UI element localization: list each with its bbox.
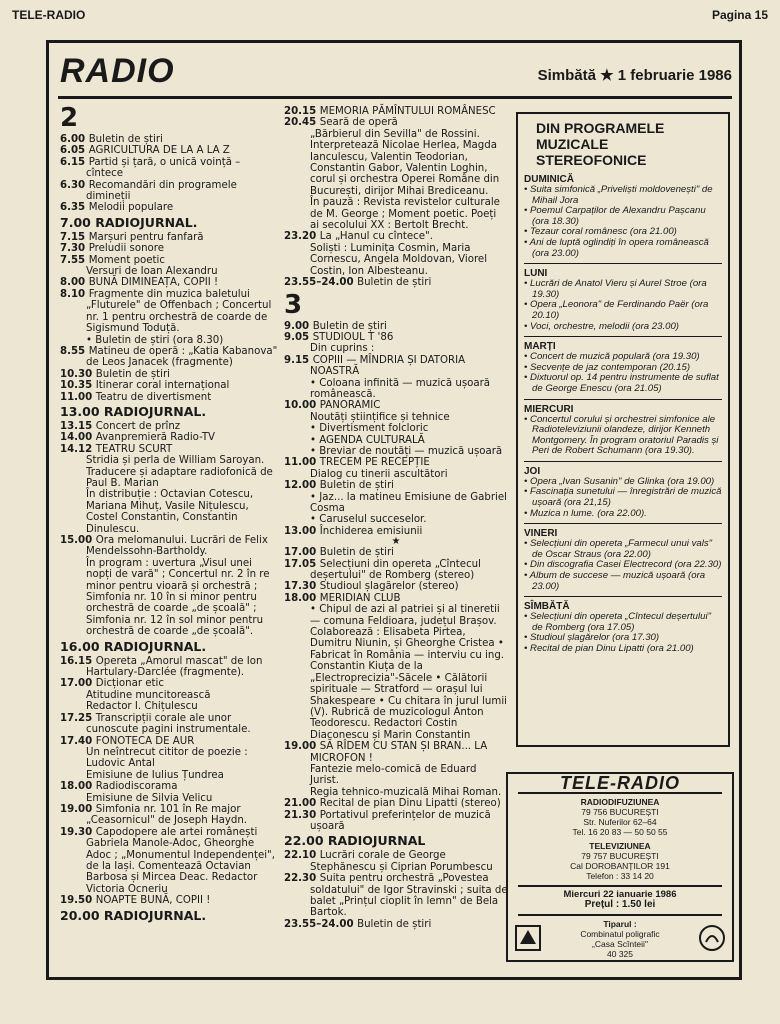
program-time: 9.15 <box>284 354 313 366</box>
imprint-line: Tiparul : <box>603 919 637 929</box>
program-detail: • AGENDA CULTURALĂ <box>310 434 425 446</box>
program-title: Preludii sonore <box>88 243 164 255</box>
program-detail: • Chipul de azi al patriei și al tineretii — comuna Feldioara, județul Brașov. Colaborează : Elisabeta Pirtea, Dumitru Niunin, și Gheorghe Cristea • Fabricat în România — interviu cu ing. Constantin Kiuța de la „Electroprecizia"-Săcele • Călătorii spirituale — Stratford — orașul lui Shakespeare • Cu chitara în jurul lumii (V). Rubrică de muzicologul Anton Teodorescu. Redactori Costin Diaconescu și Marin Constantin <box>310 604 507 741</box>
stereo-separator <box>524 461 722 462</box>
program-title: SĂ RÎDEM CU STAN ȘI BRAN... LA MICROFON ! <box>310 741 488 764</box>
program-entry <box>60 678 280 689</box>
imprint-tv <box>508 841 732 881</box>
imprint-rule-2 <box>518 885 722 887</box>
program-detail: În program : uvertura „Visul unei nopți de vară" ; Concertul nr. 2 în re minor pentru vioară și orchestră ; Simfonia nr. 10 în si minor pentru orchestră de coarde „de școală" ; Simfonia nr. 12 în sol minor pentru orchestră de coarde „de școală". <box>86 557 270 638</box>
program-time: 19.30 <box>60 826 96 838</box>
program-entry <box>284 117 508 128</box>
program-title: BUNĂ DIMINEAȚA, COPII ! <box>88 277 219 289</box>
program-detail: Atitudine muncitorească <box>86 689 211 701</box>
program-title: RADIOJURNAL <box>327 833 426 849</box>
program-entry <box>60 180 280 203</box>
imprint-price: Prețul : 1.50 lei <box>584 899 656 910</box>
stereo-program: • Selecțiuni din opereta „Farmecul unui vals" de Oscar Straus (ora 22.00) <box>524 538 713 560</box>
program-time: 17.00 <box>60 678 96 690</box>
program-time: 20.45 <box>284 117 320 129</box>
stereo-program: • Ani de luptă oglindiți în opera românească (ora 23.00) <box>524 236 709 259</box>
program-time: 23.55–24.00 <box>284 277 358 289</box>
program-entry <box>60 421 280 432</box>
program-time: 21.30 <box>284 809 320 821</box>
program-title: Buletin de știri <box>357 277 432 289</box>
program-time: 8.00 <box>60 277 89 289</box>
program-detail: Traducere și adaptare radiofonică de Paul B. Marian <box>86 466 273 489</box>
page-number: Pagina 15 <box>711 8 768 22</box>
program-entry <box>284 850 508 873</box>
imprint-line: Cal DOROBANȚILOR 191 <box>570 861 670 871</box>
separator-star: ★ <box>391 536 401 548</box>
imprint-line: RADIODIFUZIUNEA <box>580 797 660 807</box>
program-time: 7.00 <box>60 214 96 230</box>
program-entry <box>284 321 508 332</box>
program-time: 22.10 <box>284 850 320 862</box>
emblem-icon <box>698 924 726 952</box>
program-title: Închiderea emisiunii <box>319 525 423 537</box>
stereo-days <box>524 174 722 655</box>
program-time: 17.00 <box>284 547 320 559</box>
day-number: 3 <box>284 289 303 320</box>
program-detail: • Divertisment folcloric <box>310 423 429 435</box>
program-entry <box>60 202 280 213</box>
program-time: 6.05 <box>60 145 89 157</box>
program-time: 23.55–24.00 <box>284 918 358 930</box>
program-detail: • Caruselul succeselor. <box>310 514 427 526</box>
schedule-column-2 <box>284 106 508 930</box>
program-time: 13.15 <box>60 420 96 432</box>
program-time: 9.00 <box>284 320 313 332</box>
program-title: PANORAMIC <box>319 400 381 412</box>
program-time: 22.00 <box>284 833 328 849</box>
program-title: Fragmente din muzica baletului „Fluturele" de Offenbach ; Concertul nr. 1 pentru orchestră de coarde de Sigismund Toduță. <box>86 288 272 335</box>
program-time: 8.55 <box>60 345 89 357</box>
program-title: Avanpremieră Radio-TV <box>95 432 216 444</box>
program-entry <box>60 277 280 288</box>
program-entry <box>284 873 508 919</box>
program-entry <box>60 134 280 145</box>
program-entry <box>60 289 280 335</box>
program-time: 7.30 <box>60 243 89 255</box>
day-number: 2 <box>60 103 79 133</box>
program-entry <box>284 480 508 491</box>
program-entry <box>284 355 508 378</box>
program-detail: • Jaz... la matineu Emisiune de Gabriel Cosma <box>310 491 507 514</box>
program-time: 23.20 <box>284 231 320 243</box>
program-time: 17.05 <box>284 558 320 570</box>
program-detail: • Breviar de noutăți — muzică ușoară <box>310 445 503 457</box>
program-time: 10.00 <box>284 400 320 412</box>
stereo-program: • Tezaur coral românesc (ora 21.00) <box>524 226 677 238</box>
program-title: Teatru de divertisment <box>95 391 212 403</box>
program-entry <box>60 895 280 906</box>
program-title: Concert de prînz <box>95 420 181 432</box>
stereo-program: • Opera „Ivan Susanin" de Glinka (ora 19.00) <box>524 475 715 487</box>
program-title: La „Hanul cu cîntece". <box>319 231 433 243</box>
program-time: 22.30 <box>284 873 320 885</box>
program-time: 6.30 <box>60 179 89 191</box>
program-entry <box>284 581 508 592</box>
program-title: Buletin de știri <box>312 320 387 332</box>
program-title: Itinerar coral internațional <box>95 380 230 392</box>
program-entry <box>60 713 280 736</box>
stereo-program: • Lucrări de Anatol Vieru și Aurel Stroe (ora 19.30) <box>524 278 707 300</box>
program-detail: „Bărbierul din Sevilla" de Rossini. Interpretează Nicolae Herlea, Magda Ianculescu, Valentin Teodorian, Constantin Gabor, Valentin Loghin, corul și orchestra Operei Române din București, dirijor Mihai Brediceanu. <box>310 128 500 197</box>
issue-date: Simbătă ★ 1 februarie 1986 <box>537 67 732 84</box>
program-title: Ora melomanului. Lucrări de Felix Mendelssohn-Bartholdy. <box>86 535 268 558</box>
imprint-radio <box>508 797 732 837</box>
stereo-separator <box>524 399 722 400</box>
program-entry <box>284 593 508 604</box>
publication-header: TELE-RADIO <box>12 8 86 22</box>
stereo-program: • Concert de muzică populară (ora 19.30) <box>524 351 700 363</box>
program-time: 15.00 <box>60 535 96 546</box>
program-entry <box>60 444 280 455</box>
program-time: 19.50 <box>60 895 96 907</box>
program-entry <box>284 919 508 930</box>
program-title: Dicționar etic <box>95 678 164 690</box>
stereo-day-heading: LUNI <box>524 268 548 280</box>
program-title: Capodopere ale artei românești Gabriela Manole-Adoc, Gheorghe Adoc ; „Monumentul Independenței", de la Iași. Comentează Octavian Barbosa și Mircea Deac. Redactor Victoria Ocneriu <box>86 826 275 895</box>
program-entry <box>284 741 508 764</box>
stereo-program: • Suita simfonică „Priveliști moldovenești" de Mihail Jora <box>524 184 713 206</box>
program-title: Buletin de știri <box>95 368 170 380</box>
stereo-separator <box>524 336 722 337</box>
program-detail: Stridia și perla de William Saroyan. <box>86 455 265 467</box>
program-entry <box>60 232 280 243</box>
title-rule <box>58 96 732 99</box>
program-time: 7.55 <box>60 254 89 266</box>
imprint-title: TELE-RADIO <box>560 773 680 793</box>
stereo-day-heading: SÎMBĂTĂ <box>524 601 570 613</box>
program-detail: În pauză : Revista revistelor culturale de M. George ; Moment poetic. Poeți ai secolului XX : Bertolt Brecht. <box>310 197 500 232</box>
program-entry <box>284 547 508 558</box>
program-time: 14.00 <box>60 432 96 444</box>
program-entry <box>60 656 280 679</box>
program-title: COPIII — MÎNDRIA ȘI DATORIA NOASTRĂ <box>310 354 466 378</box>
program-time: 20.15 <box>284 106 320 117</box>
stereo-program: • Muzica n lume. (ora 22.00). <box>524 507 647 519</box>
program-entry <box>284 457 508 468</box>
program-title: FONOTECA DE AUR <box>95 735 195 747</box>
stereo-day-heading: VINERI <box>524 528 558 540</box>
program-detail: Noutăți științifice și tehnice <box>310 411 450 423</box>
stereo-program: • Selecțiuni din opereta „Cîntecul deșertului" de Romberg (ora 17.05) <box>524 611 712 633</box>
imprint-line: Telefon : 33 14 20 <box>586 871 654 881</box>
stereo-program: • Secvențe de jaz contemporan (20.15) <box>524 361 691 373</box>
stereo-day-heading: DUMINICĂ <box>524 174 574 185</box>
imprint-line: 79 757 BUCUREȘTI <box>581 851 659 861</box>
imprint-line: Tel. 16 20 83 — 50 50 55 <box>572 827 668 837</box>
stereo-separator <box>524 263 722 264</box>
program-time: 7.15 <box>60 231 89 243</box>
program-time: 6.00 <box>60 134 89 145</box>
printer-logo-icon <box>514 924 542 952</box>
program-entry <box>284 332 508 343</box>
program-time: 12.00 <box>284 480 320 492</box>
program-title: Buletin de știri <box>88 134 163 145</box>
stereo-program: • Poemul Carpaților de Alexandru Pașcanu (ora 18.30) <box>524 205 706 227</box>
program-title: Portativul preferințelor de muzică ușoară <box>310 809 491 832</box>
imprint-issue: Miercuri 22 ianuarie 1986 <box>563 889 677 900</box>
stereo-program: • Album de succese — muzică ușoară (ora 23.00) <box>524 570 706 592</box>
program-entry <box>284 798 508 809</box>
program-detail: • Coloana infinită — muzică ușoară românească. <box>310 377 491 400</box>
program-time: 11.00 <box>284 457 320 469</box>
program-detail: Soliști : Luminița Cosmin, Maria Cornescu, Angela Moldovan, Viorel Costin, Ion Albesteanu. <box>310 242 488 277</box>
section-title: RADIO <box>60 52 175 90</box>
program-time: 19.00 <box>284 741 320 753</box>
program-title: Matineu de operă : „Katia Kabanova" de Leos Janacek (fragmente) <box>86 345 278 369</box>
program-entry <box>60 243 280 254</box>
program-entry <box>284 810 508 833</box>
program-detail: • Buletin de știri (ora 8.30) <box>86 334 224 346</box>
program-entry <box>60 369 280 380</box>
program-time: 19.00 <box>60 803 96 815</box>
program-time: 10.30 <box>60 368 96 380</box>
imprint-line: 79 756 BUCUREȘTI <box>581 807 659 817</box>
program-title: Suita pentru orchestră „Povestea soldatului" de Igor Stravinski ; suita de balet „Prințul cioplit în lemn" de Bela Bartok. <box>310 873 508 919</box>
program-entry <box>284 231 508 242</box>
program-title: Studioul șlagărelor (stereo) <box>319 581 459 593</box>
program-detail: Fantezie melo-comică de Eduard Jurist. <box>310 763 477 787</box>
program-detail: Din cuprins : <box>310 343 375 355</box>
program-detail: Emisiune de Silvia Velicu <box>86 792 213 804</box>
program-detail: În distribuție : Octavian Cotescu, Mariana Mihuț, Vasile Nițulescu, Costel Constantin, Constantin Dinulescu. <box>86 489 254 535</box>
program-time: 13.00 <box>60 403 104 419</box>
program-title: Melodii populare <box>88 202 174 214</box>
program-time: 13.00 <box>284 525 320 537</box>
stereo-program: • Studioul șlagărelor (ora 17.30) <box>524 632 660 644</box>
program-entry <box>60 346 280 369</box>
program-entry <box>284 559 508 582</box>
program-time: 11.00 <box>60 391 96 403</box>
stereo-program: • Recital de pian Dinu Lipatti (ora 21.00) <box>524 643 694 654</box>
program-title: Recomandări din programele dimineții <box>86 179 237 203</box>
stereo-program: • Opera „Leonora" de Ferdinando Paër (ora 20.10) <box>524 299 709 321</box>
program-time: 16.15 <box>60 655 96 667</box>
program-title: Opereta „Amorul mascat" de Ion Hartulary-Darclée (fragmente). <box>86 655 263 679</box>
imprint-line: TELEVIZIUNEA <box>589 841 651 851</box>
stereo-program: • Fascinația sunetului — înregistrări de muzică ușoară (ora 21,15) <box>524 486 722 509</box>
program-title: Marșuri pentru fanfară <box>88 231 204 243</box>
program-entry <box>60 535 280 558</box>
program-title: Transcripții corale ale unor cunoscute pagini instrumentale. <box>86 712 251 736</box>
imprint-rule-3 <box>518 914 722 916</box>
stereo-title: DIN PROGRAMELE MUZICALE STEREOFONICE <box>536 120 665 168</box>
program-time: 17.30 <box>284 581 320 593</box>
radiojournal-entry <box>60 640 280 654</box>
stereo-program: • Din discografia Casei Electrecord (ora 22.30) <box>524 559 722 571</box>
program-title: Simfonia nr. 101 în Re major „Ceasornicul" de Joseph Haydn. <box>86 803 248 827</box>
program-title: STUDIOUL T '86 <box>312 331 394 343</box>
program-title: Recital de pian Dinu Lipatti (stereo) <box>319 798 501 810</box>
radiojournal-entry <box>284 834 508 848</box>
program-title: Seară de operă <box>319 117 398 129</box>
stereo-day-heading: MARȚI <box>524 341 556 353</box>
program-time: 17.40 <box>60 735 96 747</box>
program-time: 21.00 <box>284 798 320 810</box>
program-time: 14.12 <box>60 443 96 455</box>
stereo-program: • Dixtuorul op. 14 pentru instrumente de suflat de George Enescu (ora 21.05) <box>524 372 719 394</box>
program-detail: Un neîntrecut cititor de poezie : Ludovic Antal <box>86 746 248 770</box>
stereo-program: • Concertul corului și orchestrei simfonice ale Radioteleviziunii olandeze, dirijor Kenneth Montgomery. În program oratoriul Paradis și Peri de Robert Schumann (ora 19.30). <box>524 413 719 457</box>
program-time: 18.00 <box>60 781 96 793</box>
program-title: MEMORIA PĂMÎNTULUI ROMÂNESC <box>319 106 496 117</box>
program-title: RADIOJURNAL. <box>103 638 207 654</box>
program-entry <box>60 392 280 403</box>
program-time: 9.05 <box>284 331 313 343</box>
program-title: TRECEM PE RECEPȚIE <box>319 457 430 469</box>
imprint-line: Combinatul poligrafic <box>580 929 660 939</box>
program-time: 20.00 <box>60 907 104 923</box>
program-time: 10.35 <box>60 380 96 392</box>
program-title: RADIOJURNAL. <box>103 403 207 419</box>
stereo-programs-box <box>516 112 730 747</box>
stereo-separator <box>524 523 722 524</box>
stereo-separator <box>524 596 722 597</box>
program-title: Buletin de știri <box>357 918 432 930</box>
program-entry <box>60 736 280 747</box>
program-time: 6.35 <box>60 202 89 214</box>
radiojournal-entry <box>60 405 280 419</box>
program-time: 16.00 <box>60 638 104 654</box>
program-title: Buletin de știri <box>319 547 394 559</box>
program-time: 18.00 <box>284 592 320 604</box>
program-title: Lucrări corale de George Stephănescu și Ciprian Porumbescu <box>310 850 493 873</box>
program-detail: Dialog cu tinerii ascultători <box>310 468 448 480</box>
program-title: TEATRU SCURT <box>95 443 173 455</box>
imprint-line: Str. Nuferilor 62–64 <box>583 817 657 827</box>
program-title: NOAPTE BUNĂ, COPII ! <box>95 895 211 907</box>
program-entry <box>60 157 280 180</box>
program-title: MERIDIAN CLUB <box>319 592 401 604</box>
program-time: 6.15 <box>60 156 89 168</box>
imprint-box <box>506 772 734 962</box>
program-detail: Redactor I. Chițulescu <box>86 701 198 713</box>
radiojournal-entry <box>60 216 280 230</box>
program-title: Radiodiscorama <box>95 781 178 793</box>
program-entry <box>284 106 508 117</box>
program-title: RADIOJURNAL. <box>103 907 207 923</box>
program-detail: Emisiune de Iulius Țundrea <box>86 769 224 781</box>
stereo-day-heading: MIERCURI <box>524 403 574 415</box>
program-title: Moment poetic <box>88 254 165 266</box>
program-entry <box>60 380 280 391</box>
stereo-program: • Voci, orchestre, melodii (ora 23.00) <box>524 320 679 332</box>
program-entry <box>60 145 280 156</box>
program-title: Selecțiuni din opereta „Cîntecul deșertului" de Romberg (stereo) <box>310 558 481 582</box>
program-entry <box>60 804 280 827</box>
program-title: RADIOJURNAL. <box>95 214 198 230</box>
imprint-line: „Casa Scînteii" <box>592 939 648 949</box>
stereo-day-heading: JOI <box>524 465 541 477</box>
program-detail: Regia tehnico-muzicală Mihai Roman. <box>310 786 502 798</box>
program-entry <box>60 432 280 443</box>
program-title: Buletin de știri <box>319 480 394 492</box>
radiojournal-entry <box>60 909 280 923</box>
schedule-column-1 <box>60 102 280 925</box>
program-entry <box>60 827 280 895</box>
program-time: 17.25 <box>60 712 96 724</box>
program-entry <box>284 400 508 411</box>
program-time: 8.10 <box>60 288 89 300</box>
imprint-line: 40 325 <box>607 949 633 959</box>
program-entry <box>284 277 508 288</box>
program-title: Partid și țară, o unică voință – cîntece <box>86 156 241 180</box>
program-title: AGRICULTURA DE LA A LA Z <box>88 145 230 157</box>
program-entry <box>60 255 280 266</box>
program-detail: Versuri de Ioan Alexandru <box>86 266 218 278</box>
program-entry <box>60 781 280 792</box>
